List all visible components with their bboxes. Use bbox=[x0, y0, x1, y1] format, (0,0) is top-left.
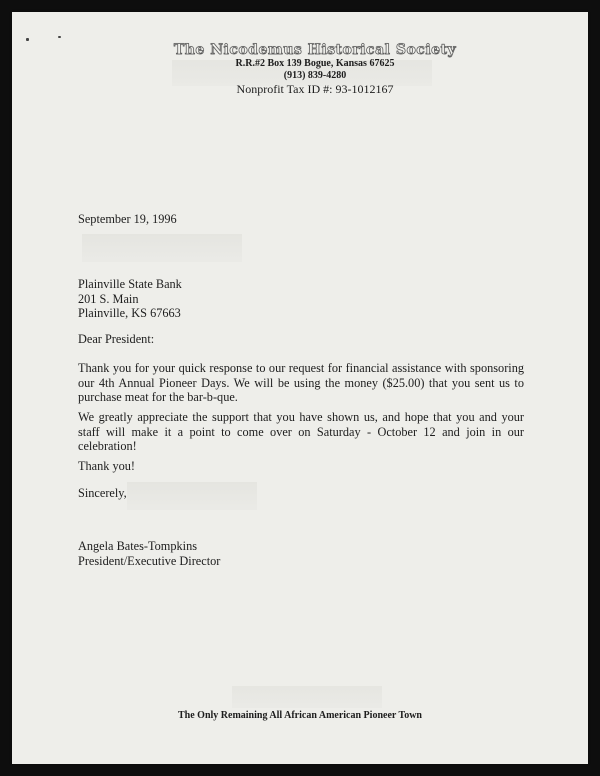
closing: Sincerely, bbox=[78, 486, 127, 500]
organization-phone: (913) 839-4280 bbox=[283, 70, 347, 81]
recipient-name: Plainville State Bank bbox=[78, 277, 182, 291]
paragraph-2: We greatly appreciate the support that you have shown us, and hope that you and your staff will make it a point to come over on Saturday - October 12 and join in our celebration! bbox=[78, 410, 524, 453]
organization-name: The Nicodemus Historical Society bbox=[173, 42, 457, 58]
recipient-address bbox=[78, 277, 524, 321]
letterhead bbox=[12, 42, 588, 96]
ink-speck bbox=[58, 36, 61, 38]
tax-id: Nonprofit Tax ID #: 93-1012167 bbox=[236, 82, 394, 96]
letter-date: September 19, 1996 bbox=[78, 212, 177, 226]
thanks-line: Thank you! bbox=[78, 459, 136, 473]
salutation: Dear President: bbox=[78, 332, 155, 346]
signer-name: Angela Bates-Tompkins bbox=[78, 539, 198, 553]
organization-address: R.R.#2 Box 139 Bogue, Kansas 67625 bbox=[235, 58, 395, 69]
signer-title: President/Executive Director bbox=[78, 553, 221, 568]
footer-tagline: The Only Remaining All African American Pioneer Town bbox=[178, 710, 422, 721]
bleed-through-mark bbox=[232, 686, 382, 708]
bleed-through-mark bbox=[82, 234, 242, 262]
recipient-city: Plainville, KS 67663 bbox=[78, 306, 181, 320]
ink-speck bbox=[26, 38, 29, 41]
paragraph-1: Thank you for your quick response to our request for financial assistance with sponsoring our 4th Annual Pioneer Days. We will be using the money ($25.00) that you sent us to purchase meat for the bar-b-que. bbox=[78, 361, 524, 404]
recipient-street: 201 S. Main bbox=[78, 291, 139, 306]
signature-block bbox=[78, 539, 524, 568]
letter-page bbox=[12, 12, 588, 764]
